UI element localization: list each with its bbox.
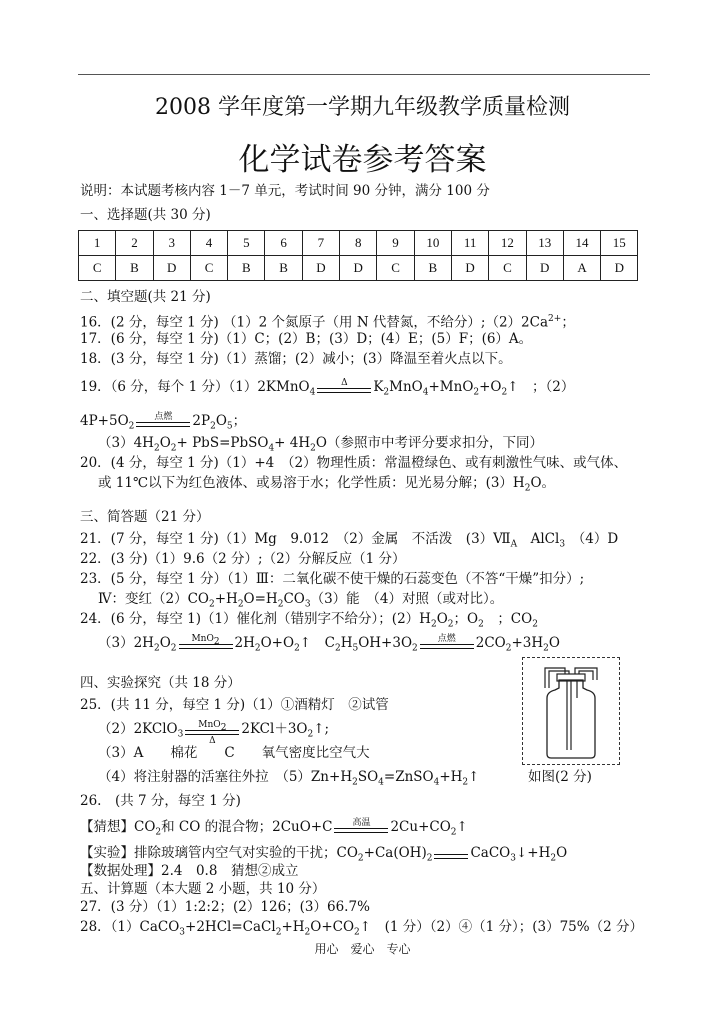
question-number-cell: 14 (563, 231, 600, 256)
q20-continued: 或 11℃以下为红色液体、或易溶于水；化学性质：见光易分解；$(3)H_2O$。 (98, 475, 556, 494)
q16: 16．(2 分，每空 1 分) （1）2 个氮原子（用 N 代替氮，不给分）$;(2)2Ca^{2+}$； (80, 314, 575, 331)
question-number-cell: 8 (340, 231, 377, 256)
question-number-cell: 9 (377, 231, 414, 256)
q25-equation: （2）2KClO$_3$ MnO$_2$ Δ $2KCl+3O_2↑$; (98, 719, 330, 746)
choice-answer-table (78, 230, 638, 281)
gas-bottle-figure (522, 657, 620, 765)
answer-cell: B (414, 256, 451, 281)
question-number-cell: 1 (79, 231, 116, 256)
ignite-condition-arrow-2: 点燃 (420, 636, 474, 652)
q24-equations: $(3)2H_2O_2$ MnO$_2$ $2H_2O+O_2↑$ $C_2H_5OH+3O_2$ 点燃 $2CO_2+3H_2O$ (98, 633, 560, 654)
figure-caption: 如图(2 分) (528, 769, 592, 785)
answer-cell: C (190, 256, 227, 281)
answer-key-title: 化学试卷参考答案 (238, 142, 487, 178)
ignite-condition-arrow: 点燃 (136, 414, 190, 430)
q24: 24．(6 分，每空 1)（1）催化剂（错别字不给分）；$(2)H_2O_2$；$O_2$ ；$CO_2$ (80, 611, 538, 630)
top-rule (78, 74, 650, 75)
question-number-cell: 11 (451, 231, 488, 256)
q17: 17．(6 分，每空 1 分)（1）C；(2）B；(3）D；(4）E；(5）F；(6）A。 (80, 331, 533, 347)
answer-cell: B (116, 256, 153, 281)
heat-condition-arrow: Δ (317, 380, 371, 396)
footer-motto: 用心 爱心 专心 (314, 942, 411, 956)
catalyst-heat-arrow: MnO$_2$ Δ (185, 722, 239, 738)
answer-cell: B (265, 256, 302, 281)
exam-title: 2008 学年度第一学期九年级教学质量检测 (155, 95, 570, 120)
question-number-cell: 7 (302, 231, 339, 256)
answer-cell: D (526, 256, 563, 281)
q19: 19．（6 分，每个 1 分）（1）2KMnO$_4$ Δ $K_2MnO_4+MnO_2+O_2↑$ ；（2） (80, 377, 575, 398)
answer-cell: C (489, 256, 526, 281)
answer-cell: C (377, 256, 414, 281)
question-number-cell: 13 (526, 231, 563, 256)
q21: 21．(7 分，每空 1 分)（1）Mg 9.012 （2）金属 不活泼 $(3)Ⅶ_A$ AlCl$_3$ （4）D (80, 531, 619, 550)
question-number-cell: 6 (265, 231, 302, 256)
q20: 20．(4 分，每空 1 分)（1）+4 （2）物理性质：常温橙绿色、或有刺激性气味、或气体、 (80, 455, 628, 471)
section-calculation-heading: 五、计算题（本大题 2 小题，共 10 分） (80, 881, 326, 897)
q19-equation-2: $4P+5O_2$ 点燃 $2P_2O_5$； (80, 411, 247, 432)
answer-row (79, 256, 638, 281)
q23: 23．(5 分，每空 1 分）（1）Ⅲ：二氧化碳不使干燥的石蕊变色（不答“干燥”扣分）; (80, 571, 585, 587)
question-number-cell: 12 (489, 231, 526, 256)
exam-note: 说明：本试题考核内容 1－7 单元，考试时间 90 分钟，满分 100 分 (80, 183, 490, 199)
question-number-cell: 15 (601, 231, 638, 256)
q19-part-3: $(3)4H_2O_2+$ PbS=PbSO$_4$+ $4H_2O$（参照市中考评分要求扣分，下同） (98, 435, 543, 454)
q18: 18．(3 分，每空 1 分)（1）蒸馏；(2）减小；(3）降温至着火点以下。 (80, 351, 512, 367)
q25-part-3: （3）A 棉花 C 氧气密度比空气大 (98, 745, 370, 761)
question-number-cell: 3 (153, 231, 190, 256)
high-temp-condition-arrow: 高温 (334, 820, 388, 836)
q25: 25．(共 11 分，每空 1 分)（1）①酒精灯 ②试管 (80, 697, 389, 713)
q27: 27．(3 分）（1）1:2:2；(2）126；(3）66.7% (80, 899, 370, 915)
q26-guess: 【猜想】$CO_2$和 CO 的混合物；2CuO+C 高温 $2Cu+CO_2↑$ (80, 817, 468, 838)
section-short-answer-heading: 三、简答题（21 分） (80, 509, 210, 525)
question-number-row (79, 231, 638, 256)
q25-part-4-5: （4）将注射器的活塞往外拉 $(5)Zn+H_2SO_4=ZnSO_4+H_2↑$ (98, 769, 480, 788)
answer-cell: A (563, 256, 600, 281)
gas-collecting-bottle-icon (523, 658, 619, 764)
section-choice-heading: 一、选择题(共 30 分) (80, 207, 211, 223)
answer-cell: B (228, 256, 265, 281)
question-number-cell: 2 (116, 231, 153, 256)
q26-data-processing: 【数据处理】2.4 0.8 猜想②成立 (80, 863, 299, 879)
section-fill-heading: 二、填空题(共 21 分) (80, 289, 211, 305)
answer-cell: D (302, 256, 339, 281)
q26-experiment: 【实验】排除玻璃管内空气对实验的干扰；$CO_2+Ca(OH)_2$ $CaCO_3↓+H_2O$ (80, 845, 568, 864)
answer-cell: D (601, 256, 638, 281)
question-number-cell: 4 (190, 231, 227, 256)
q22: 22．(3 分)（1）9.6（2 分）;（2）分解反应（1 分） (80, 551, 406, 567)
catalyst-condition-arrow: MnO$_2$ (179, 636, 233, 652)
answer-cell: D (153, 256, 190, 281)
q26: 26. (共 7 分，每空 1 分) (80, 793, 241, 809)
answer-cell: C (79, 256, 116, 281)
q28: 28．$(1)CaCO_3+2HCl=CaCl_2+H_2O+CO_2↑$ (1 分）（2）④（1 分）；(3）75%（2 分） (80, 919, 643, 938)
question-number-cell: 10 (414, 231, 451, 256)
answer-cell: D (340, 256, 377, 281)
question-number-cell: 5 (228, 231, 265, 256)
answer-cell: D (451, 256, 488, 281)
q23-continued: Ⅳ：变红$(2)CO_2+H_2O=H_2CO_3(3)$能 （4）对照（或对比）。 (98, 591, 504, 610)
equal-sign-arrow (434, 846, 468, 862)
section-experiment-heading: 四、实验探究（共 18 分） (80, 675, 241, 691)
